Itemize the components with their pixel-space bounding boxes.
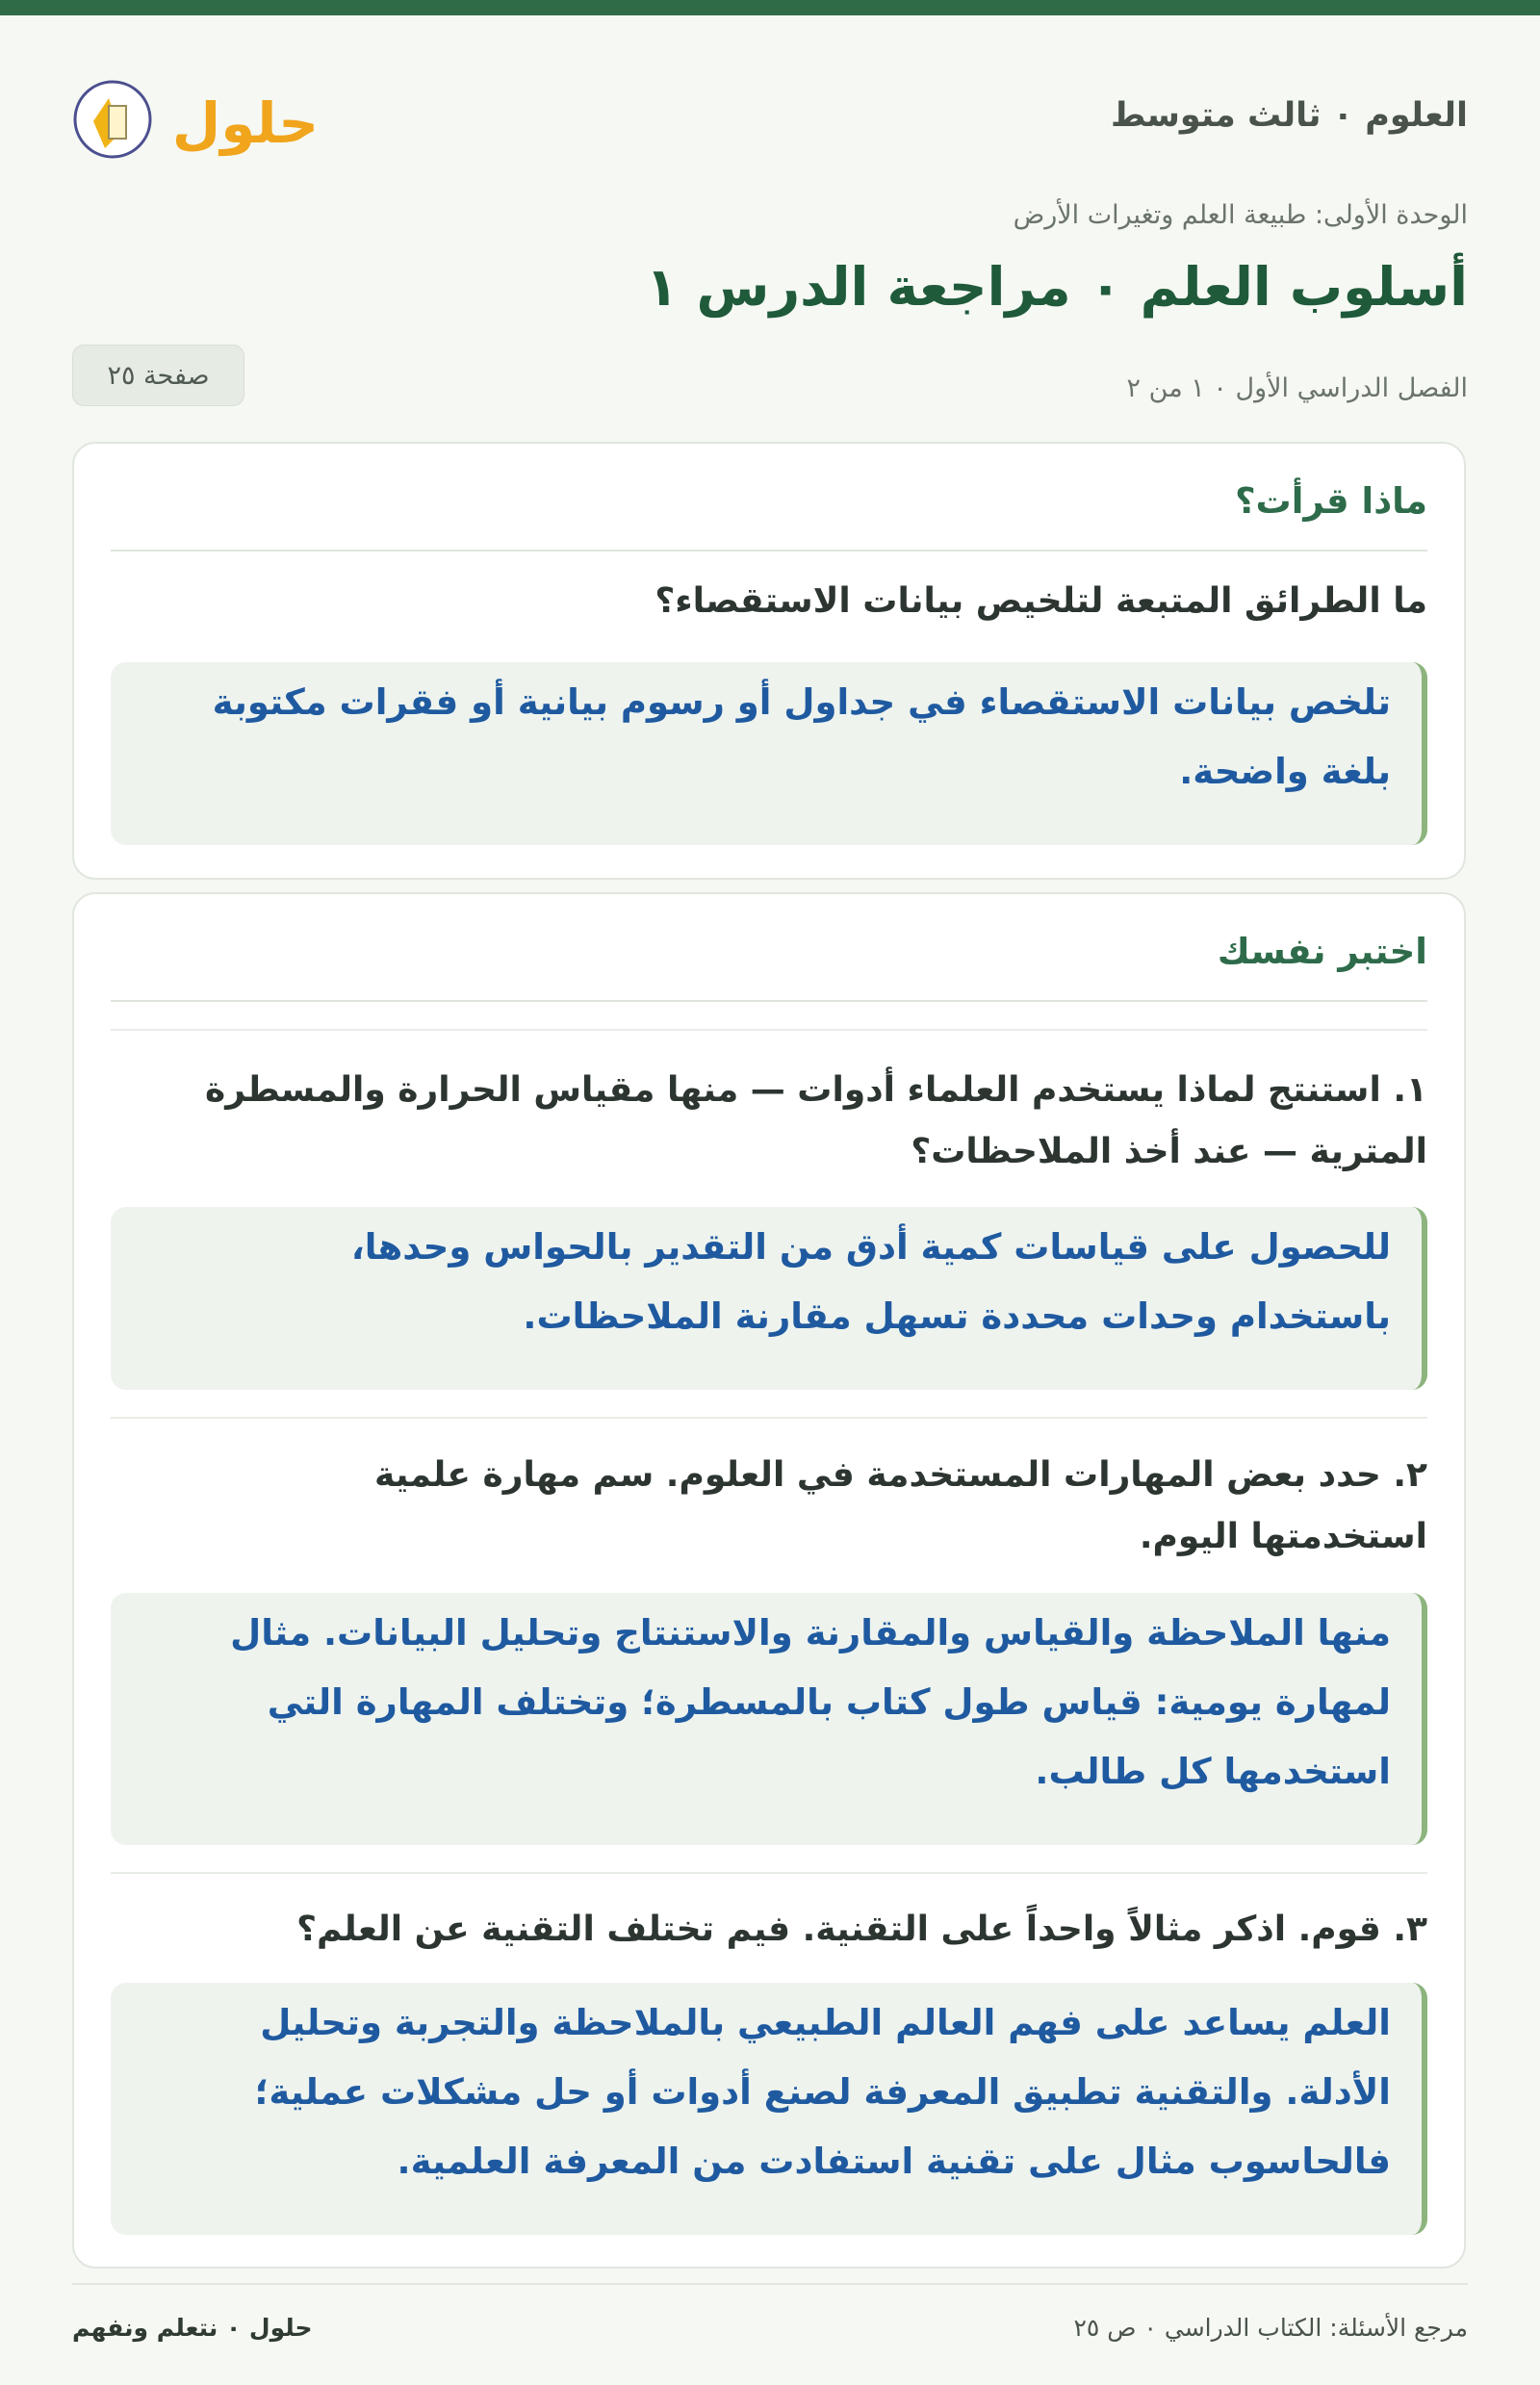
footer-divider xyxy=(72,2283,1468,2285)
answer-line: للحصول على قياسات كمية أدق من التقدير بالحواس وحدها، xyxy=(350,1226,1391,1268)
page-number-badge: صفحة ٢٥ xyxy=(72,345,244,406)
answer-line: تلخص بيانات الاستقصاء في جداول أو رسوم بيانية أو فقرات مكتوبة xyxy=(212,681,1391,723)
answer-line: فالحاسوب مثال على تقنية استفادت من المعرفة العلمية. xyxy=(397,2141,1391,2182)
answer-line: باستخدام وحدات محددة تسهل مقارنة الملاحظات. xyxy=(523,1295,1391,1337)
unit-label: الوحدة الأولى: طبيعة العلم وتغيرات الأرض xyxy=(1013,200,1468,230)
hulul-logo[interactable] xyxy=(72,75,322,164)
answer-line: لمهارة يومية: قياس طول كتاب بالمسطرة؛ وتختلف المهارة التي xyxy=(267,1681,1391,1723)
logo-text: حلول xyxy=(171,90,320,156)
question-text: ما الطرائق المتبعة لتلخيص بيانات الاستقصاء؟ xyxy=(654,581,1427,621)
question-text xyxy=(111,1060,1427,1183)
section-heading: ماذا قرأت؟ xyxy=(1235,480,1427,522)
test-yourself-card xyxy=(72,892,1466,2269)
answer-line: منها الملاحظة والقياس والمقارنة والاستنتاج وتحليل البيانات. مثال xyxy=(230,1612,1391,1654)
question-line: ٢. حدد بعض المهارات المستخدمة في العلوم. سم مهارة علمية xyxy=(374,1455,1427,1495)
divider xyxy=(111,1417,1427,1419)
header xyxy=(72,75,1468,164)
question-text xyxy=(111,1445,1427,1568)
footer-reference: مرجع الأسئلة: الكتاب الدراسي ٠ ص ٢٥ xyxy=(1073,2314,1468,2342)
what-did-you-read-card xyxy=(72,442,1466,880)
question-text: ٣. قوم. اذكر مثالاً واحداً على التقنية. فيم تختلف التقنية عن العلم؟ xyxy=(296,1910,1427,1949)
section-heading: اختبر نفسك xyxy=(1217,931,1427,972)
top-accent-bar xyxy=(0,0,1540,15)
question-line: المترية — عند أخذ الملاحظات؟ xyxy=(911,1132,1427,1171)
answer-line: استخدمها كل طالب. xyxy=(1035,1751,1391,1792)
question-line: استخدمتها اليوم. xyxy=(1139,1517,1427,1556)
divider xyxy=(111,1029,1427,1031)
page xyxy=(0,15,1540,2385)
answer-box xyxy=(111,662,1427,845)
answer-box xyxy=(111,1983,1427,2235)
answer-box xyxy=(111,1207,1427,1390)
question-line: ١. استنتج لماذا يستخدم العلماء أدوات — منها مقياس الحرارة والمسطرة xyxy=(205,1070,1427,1110)
card-header xyxy=(111,927,1427,1002)
divider xyxy=(111,1872,1427,1874)
answer-line: بلغة واضحة. xyxy=(1179,751,1391,792)
subject-label: العلوم ٠ ثالث متوسط xyxy=(1111,96,1468,135)
semester-label: الفصل الدراسي الأول ٠ ١ من ٢ xyxy=(1126,373,1468,403)
card-header xyxy=(111,476,1427,551)
page-title: أسلوب العلم ٠ مراجعة الدرس ١ xyxy=(645,256,1468,318)
answer-box xyxy=(111,1593,1427,1845)
answer-line: الأدلة. والتقنية تطبيق المعرفة لصنع أدوات أو حل مشكلات عملية؛ xyxy=(254,2071,1391,2113)
footer-brand: حلول ٠ نتعلم ونفهم xyxy=(72,2314,313,2342)
answer-line: العلم يساعد على فهم العالم الطبيعي بالملاحظة والتجربة وتحليل xyxy=(260,2002,1391,2043)
